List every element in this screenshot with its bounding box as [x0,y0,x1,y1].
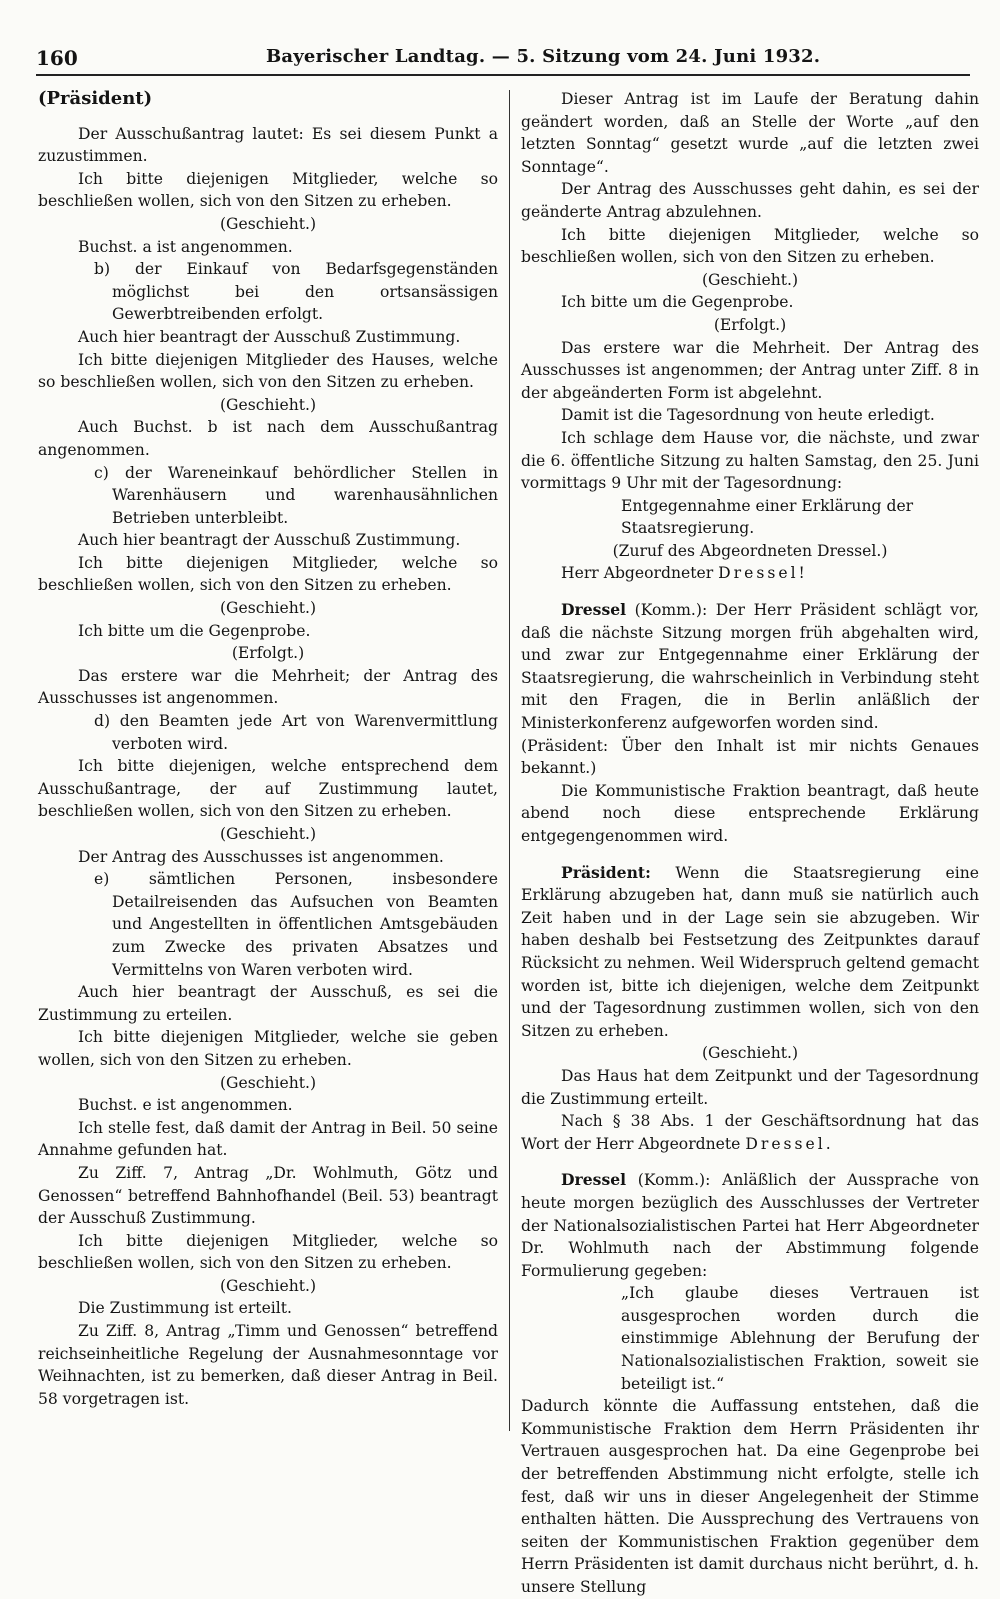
paragraph: Ich bitte um die Gegenprobe. [561,293,794,312]
interjection: (Präsident: Über den Inhalt ist mir nichts Genaues bekannt.) [521,736,979,778]
right-column [521,88,980,1596]
stage-direction: (Geschieht.) [701,270,799,289]
stage-direction: (Geschieht.) [219,395,317,414]
speech-text: Wenn die Staatsregierung eine Erklärung abzugeben hat, dann muß sie natürlich auch Zeit haben und in der Lage sein sie abzugeben. Wir haben deshalb bei Festsetzung des Zeitpunktes darauf Rücksicht zu nehmen. Weil Widerspruch geltend gemacht worden ist, bitte ich diejenigen, welche dem Zeitpunkt und der Tagesordnung zustimmen wollen, sich von den Sitzen zu erheben. [521,863,980,1040]
speaker-label: Dressel [561,600,627,620]
paragraph: Ich schlage dem Hause vor, die nächste, und zwar die 6. öffentliche Sitzung zu halten Samstag, den 25. Juni vormittags 9 Uhr mit der Tagesordnung: [521,428,979,493]
speech-text: (Komm.): Anläßlich der Aussprache von heute morgen bezüglich des Ausschlusses der Vertreter der Nationalsozialistischen Partei hat Herr Abgeordneter Dr. Wohlmuth nach der Abstimmung folgende Formulierung gegeben: [521,1171,979,1280]
paragraph: Buchst. a ist angenommen. [78,237,293,256]
speaker-label: Dressel [561,1170,627,1190]
spacer [521,1155,979,1169]
spacer [521,848,979,862]
stage-direction: (Geschieht.) [219,825,317,843]
paragraph: Ich bitte diejenigen Mitglieder des Hauses, welche so beschließen wollen, sich von den Sitzen zu erheben. [38,350,498,392]
speech-paragraph [521,1169,979,1282]
paragraph: Das Haus hat dem Zeitpunkt und der Tagesordnung die Zustimmung erteilt. [521,1066,979,1108]
paragraph [521,562,979,585]
paragraph: Damit ist die Tagesordnung von heute erledigt. [561,406,935,425]
list-item: d) den Beamten jede Art von Warenvermittlung verboten wird. [94,712,498,753]
paragraph: Auch Buchst. b ist nach dem Ausschußantrag angenommen. [38,418,498,459]
stage-direction: (Erfolgt.) [231,644,305,663]
paragraph: Auch hier beantragt der Ausschuß Zustimmung. [78,531,461,550]
page-header [36,40,970,76]
paragraph: Ich bitte diejenigen Mitglieder, welche sie geben wollen, sich von den Sitzen zu erheben. [38,1028,498,1069]
speech-paragraph [521,599,979,735]
paragraph: Dieser Antrag ist im Laufe der Beratung dahin geändert worden, daß an Stelle der Worte „auf den letzten Sonntag“ gesetzt wurde „auf die letzten zwei Sonntage“. [521,90,979,176]
paragraph: Der Antrag des Ausschusses ist angenommen. [78,847,444,866]
paragraph [521,1110,979,1155]
paragraph: Ich bitte um die Gegenprobe. [78,621,311,640]
speaker-label: Präsident: [561,862,651,882]
stage-direction: (Zuruf des Abgeordneten Dressel.) [612,541,888,560]
block-quote: „Ich glaube dieses Vertrauen ist ausgesprochen worden durch die einstimmige Ablehnung der Berufung der Nationalsozialistischen Fraktion, soweit sie beteiligt ist.“ [621,1284,979,1393]
speech-paragraph [521,862,979,1043]
paragraph: Zu Ziff. 8, Antrag „Timm und Genossen“ betreffend reichseinheitliche Regelung der Ausnahmesonntage vor Weihnachten, ist zu bemerken, daß dieser Antrag in Beil. 58 vorgetragen ist. [38,1322,498,1408]
speaker-name: Dressel. [745,1134,834,1153]
paragraph: Zu Ziff. 7, Antrag „Dr. Wohlmuth, Götz und Genossen“ betreffend Bahnhofhandel (Beil. 53) beantragt der Ausschuß Zustimmung. [38,1163,498,1228]
paragraph: Ich bitte diejenigen Mitglieder, welche so beschließen wollen, sich von den Sitzen zu erheben. [38,1231,498,1273]
paragraph: Ich bitte diejenigen Mitglieder, welche so beschließen wollen, sich von den Sitzen zu erheben. [38,169,498,211]
paragraph: Der Antrag des Ausschusses geht dahin, es sei der geänderte Antrag abzulehnen. [521,180,979,221]
paragraph: Ich stelle fest, daß damit der Antrag in Beil. 50 seine Annahme gefunden hat. [38,1118,498,1160]
stage-direction: (Geschieht.) [219,1276,317,1295]
page-number: 160 [36,46,78,70]
agenda-item: Entgegennahme einer Erklärung der Staatsregierung. [621,496,914,538]
list-item: c) der Wareneinkauf behördlicher Stellen in Warenhäusern und warenhausähnlichen Betrieben unterbleibt. [94,463,498,527]
paragraph: Auch hier beantragt der Ausschuß Zustimmung. [78,327,461,346]
paragraph: Der Ausschußantrag lautet: Es sei diesem Punkt a zuzustimmen. [38,124,498,166]
speaker-name: Dressel! [718,564,808,583]
list-item: e) sämtlichen Personen, insbesondere Detailreisenden das Aufsuchen von Beamten und Angestellten in öffentlichen Amtsgebäuden zum Zwecke des privaten Absatzes und Vermittelns von Waren verboten wird. [94,870,498,979]
spacer [521,585,979,599]
text-run: Herr Abgeordneter [561,564,719,583]
stage-direction: (Geschieht.) [701,1044,799,1063]
paragraph: Buchst. e ist angenommen. [78,1096,293,1115]
stage-direction: (Erfolgt.) [713,315,787,334]
column-divider [509,90,510,1431]
paragraph: Auch hier beantragt der Ausschuß, es sei die Zustimmung zu erteilen. [38,983,498,1024]
stage-direction: (Geschieht.) [219,214,317,233]
text-run: Nach § 38 Abs. 1 der Geschäftsordnung hat das Wort der Herr Abgeordnete [521,1112,979,1153]
speaker-heading: (Präsident) [38,88,153,109]
stage-direction: (Geschieht.) [219,599,317,618]
paragraph: Dadurch könnte die Auffassung entstehen, daß die Kommunistische Fraktion dem Herrn Präsidenten ihr Vertrauen ausgesprochen hat. Da eine Gegenprobe bei der betreffenden Abstimmung nicht erfolgte, stelle ich fest, daß wir uns in dieser Angelegenheit der Stimme enthalten hätten. Die Aussprechung des Vertrauens von seiten der Kommunistischen Fraktion gegenüber dem Herrn Präsidenten ist damit durchaus nicht berührt, d. h. unsere Stellung [521,1397,979,1596]
paragraph: Ich bitte diejenigen, welche entsprechend dem Ausschußantrage, der auf Zustimmung lautet, beschließen wollen, sich von den Sitzen zu erheben. [38,757,498,821]
paragraph: Die Kommunistische Fraktion beantragt, daß heute abend noch diese entsprechende Erklärung entgegengenommen wird. [521,781,979,845]
paragraph: Ich bitte diejenigen Mitglieder, welche so beschließen wollen, sich von den Sitzen zu erheben. [521,225,979,267]
paragraph: Ich bitte diejenigen Mitglieder, welche so beschließen wollen, sich von den Sitzen zu erheben. [38,553,498,595]
speech-text: (Komm.): Der Herr Präsident schlägt vor, daß die nächste Sitzung morgen früh abgehalten wird, und zwar zur Entgegennahme einer Erklärung der Staatsregierung, die wahrscheinlich in Verbindung steht mit den Fragen, die in Berlin anläßlich der Ministerkonferenz aufgeworfen worden sind. [521,601,979,733]
list-item: b) der Einkauf von Bedarfsgegenständen möglichst bei den ortsansässigen Gewerbtreibenden erfolgt. [94,260,498,324]
stage-direction: (Geschieht.) [219,1073,317,1092]
paragraph: Das erstere war die Mehrheit. Der Antrag des Ausschusses ist angenommen; der Antrag unter Ziff. 8 in der abgeänderten Form ist abgelehnt. [521,338,979,402]
paragraph: Die Zustimmung ist erteilt. [78,1299,292,1318]
paragraph: Das erstere war die Mehrheit; der Antrag des Ausschusses ist angenommen. [38,666,498,708]
running-head: Bayerischer Landtag. — 5. Sitzung vom 24. Juni 1932. [266,46,821,67]
left-column [38,88,498,1441]
